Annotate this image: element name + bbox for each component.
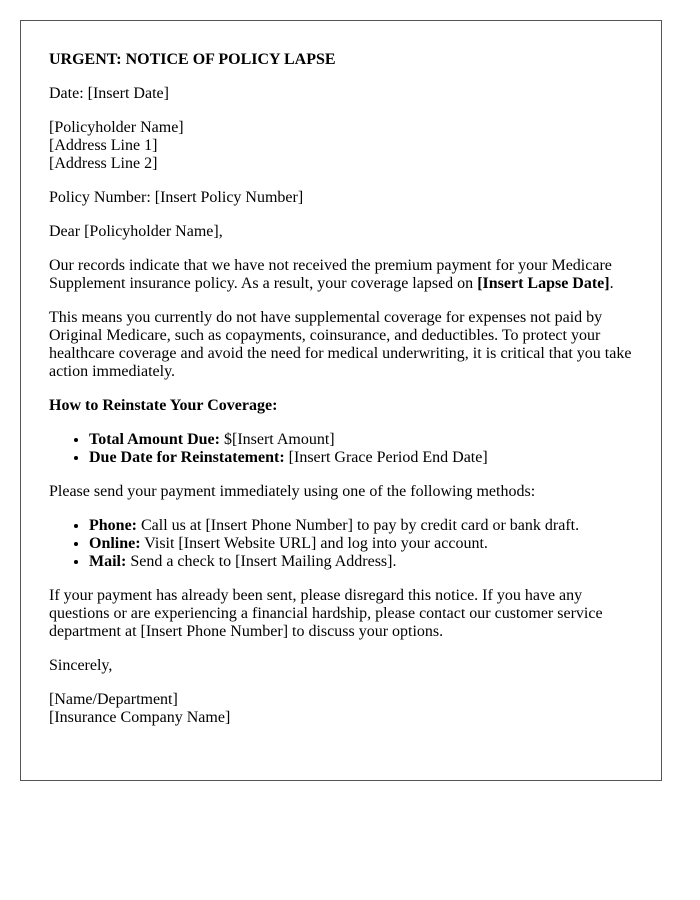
item-value: Call us at [Insert Phone Number] to pay by credit card or bank draft. — [137, 517, 580, 534]
item-label: Phone: — [89, 517, 137, 534]
item-label: Mail: — [89, 553, 127, 570]
letter — [20, 20, 662, 781]
address-line: [Address Line 2] — [49, 155, 158, 172]
heading-text: How to Reinstate Your Coverage: — [49, 397, 278, 414]
item-value: $[Insert Amount] — [219, 431, 335, 448]
policy-number: Policy Number: [Insert Policy Number] — [49, 189, 304, 206]
item-label: Due Date for Reinstatement: — [89, 449, 285, 466]
reinstate-heading — [49, 397, 633, 415]
list-item — [89, 449, 633, 467]
date-line: Date: [Insert Date] — [49, 85, 169, 102]
item-value: Visit [Insert Website URL] and log into your account. — [140, 535, 488, 552]
address-line: [Address Line 1] — [49, 137, 158, 154]
lapse-date: [Insert Lapse Date] — [477, 275, 610, 292]
methods-list — [49, 517, 633, 571]
methods-intro: Please send your payment immediately using one of the following methods: — [49, 483, 536, 500]
list-item — [89, 517, 633, 535]
paragraph-coverage: This means you currently do not have supplemental coverage for expenses not paid by Original Medicare, such as copayments, coinsurance, and deductibles. To protect your healthcare coverage and avoid the need for medical underwriting, it is critical that you take action immediately. — [49, 309, 632, 380]
text: . — [609, 275, 614, 292]
paragraph-lapse — [49, 257, 633, 293]
item-label: Total Amount Due: — [89, 431, 220, 448]
address-block — [49, 119, 633, 173]
paragraph-contact: If your payment has already been sent, please disregard this notice. If you have any questions or are experiencing a financial hardship, please contact our customer service department at [Insert Phone Number] to discuss your options. — [49, 587, 603, 640]
closing: Sincerely, — [49, 657, 113, 674]
signature-line: [Name/Department] — [49, 691, 178, 708]
letter-title: URGENT: NOTICE OF POLICY LAPSE — [49, 51, 336, 68]
signature-block — [49, 691, 633, 727]
item-value: [Insert Grace Period End Date] — [284, 449, 488, 466]
address-line: [Policyholder Name] — [49, 119, 184, 136]
item-label: Online: — [89, 535, 141, 552]
signature-line: [Insurance Company Name] — [49, 709, 231, 726]
list-item — [89, 431, 633, 449]
item-value: Send a check to [Insert Mailing Address]. — [126, 553, 397, 570]
list-item — [89, 553, 633, 571]
reinstate-list — [49, 431, 633, 467]
text: Our records indicate that we have not received the premium payment for your Medicare Supplement insurance policy. As a result, your coverage lapsed on — [49, 257, 612, 292]
list-item — [89, 535, 633, 553]
salutation: Dear [Policyholder Name], — [49, 223, 223, 240]
